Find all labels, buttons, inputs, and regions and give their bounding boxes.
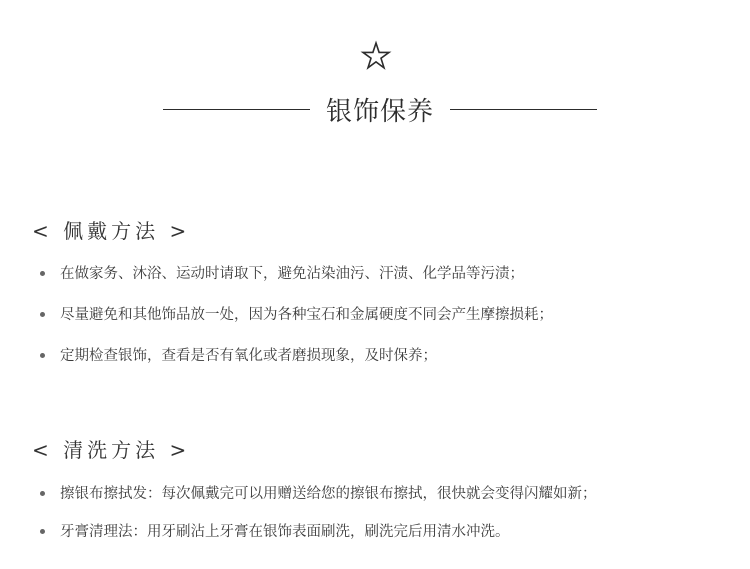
- list-item: [40, 484, 597, 504]
- list-item: [40, 264, 553, 284]
- wearing-tips-list: [40, 264, 553, 387]
- list-item: [40, 522, 597, 542]
- list-item: [40, 305, 553, 325]
- section-heading-wearing: < 佩戴方法 >: [32, 219, 191, 243]
- star-icon: [360, 40, 392, 72]
- section-heading-cleaning: < 清洗方法 >: [32, 438, 191, 462]
- bullet-icon: [40, 491, 45, 496]
- title-divider-right: [450, 109, 597, 110]
- list-item-text: 尽量避免和其他饰品放一处，因为各种宝石和金属硬度不同会产生摩擦损耗；: [60, 307, 553, 323]
- title-divider-left: [163, 109, 310, 110]
- list-item-text: 牙膏清理法：用牙刷沾上牙膏在银饰表面刷洗，刷洗完后用清水冲洗。: [60, 524, 510, 540]
- bullet-icon: [40, 271, 45, 276]
- bullet-icon: [40, 529, 45, 534]
- bullet-icon: [40, 353, 45, 358]
- title-row: [163, 91, 597, 127]
- list-item: [40, 346, 553, 366]
- page-title: 银饰保养: [326, 96, 435, 127]
- cleaning-tips-list: [40, 484, 597, 560]
- list-item-text: 定期检查银饰，查看是否有氧化或者磨损现象，及时保养；: [60, 348, 437, 364]
- bullet-icon: [40, 312, 45, 317]
- list-item-text: 擦银布擦拭发：每次佩戴完可以用赠送给您的擦银布擦拭，很快就会变得闪耀如新；: [60, 486, 597, 502]
- list-item-text: 在做家务、沐浴、运动时请取下，避免沾染油污、汗渍、化学品等污渍；: [60, 266, 524, 282]
